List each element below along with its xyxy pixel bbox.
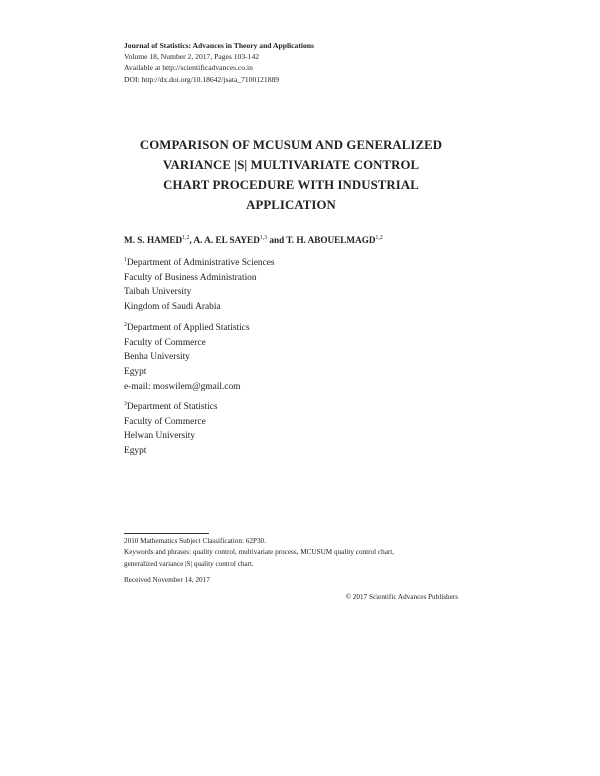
- affil-line: Department of Administrative Sciences: [126, 258, 275, 269]
- affiliation-1: [124, 253, 275, 315]
- affil-number: 2: [124, 322, 127, 328]
- author-separator: and: [267, 235, 287, 246]
- author-separator: ,: [189, 235, 194, 246]
- affil-number: 1: [124, 257, 127, 263]
- affiliation-3: [124, 397, 218, 459]
- affil-line: Helwan University: [124, 431, 196, 442]
- title-line: CHART PROCEDURE WITH INDUSTRIAL: [163, 178, 419, 192]
- affil-line: Taibah University: [124, 287, 192, 298]
- affil-line: Faculty of Commerce: [124, 416, 206, 427]
- affil-line: Faculty of Commerce: [124, 337, 206, 348]
- author-name: T. H. ABOUELMAGD: [286, 235, 376, 246]
- affil-line: Egypt: [124, 445, 147, 456]
- affil-line: Department of Applied Statistics: [126, 323, 250, 334]
- affil-number: 3: [124, 401, 127, 407]
- journal-availability: Available at http://scientificadvances.co.in: [124, 63, 253, 73]
- affil-line: Faculty of Business Administration: [124, 272, 257, 283]
- title-line: VARIANCE |S| MULTIVARIATE CONTROL: [162, 158, 420, 172]
- journal-volume: Volume 18, Number 2, 2017, Pages 103-142: [124, 52, 260, 62]
- affil-line: Kingdom of Saudi Arabia: [124, 301, 221, 312]
- author-name: A. A. EL SAYED: [193, 235, 260, 246]
- received-date: Received November 14, 2017: [124, 576, 210, 584]
- footnotes: [124, 536, 484, 570]
- affil-line: Benha University: [124, 352, 190, 363]
- title-line: COMPARISON OF MCUSUM AND GENERALIZED: [139, 138, 443, 152]
- author-affil-sup: 1,3: [259, 235, 268, 241]
- author-list: [124, 235, 383, 245]
- copyright: © 2017 Scientific Advances Publishers: [345, 593, 458, 601]
- affil-line: Egypt: [124, 366, 147, 377]
- author-affil-sup: 1,2: [182, 235, 190, 241]
- msc-classification: 2010 Mathematics Subject Classification: 62P30.: [124, 537, 266, 545]
- journal-header: [124, 40, 314, 85]
- author-affil-sup: 1,2: [375, 235, 383, 241]
- paper-title: [100, 135, 482, 215]
- affil-email: e-mail: moswilem@gmail.com: [124, 381, 241, 392]
- journal-name: Journal of Statistics: Advances in Theory and Applications: [124, 41, 314, 50]
- affiliation-2: [124, 318, 250, 394]
- keywords-line: Keywords and phrases: quality control, multivariate process, MCUSUM quality control chart,: [124, 548, 395, 557]
- affil-line: Department of Statistics: [126, 402, 218, 413]
- author-name: M. S. HAMED: [124, 235, 183, 246]
- journal-doi: DOI: http://dx.doi.org/10.18642/jsata_7100121889: [124, 74, 280, 84]
- keywords-line: generalized variance |S| quality control chart.: [124, 559, 254, 568]
- footnote-divider: [124, 533, 209, 534]
- title-line: APPLICATION: [246, 198, 336, 212]
